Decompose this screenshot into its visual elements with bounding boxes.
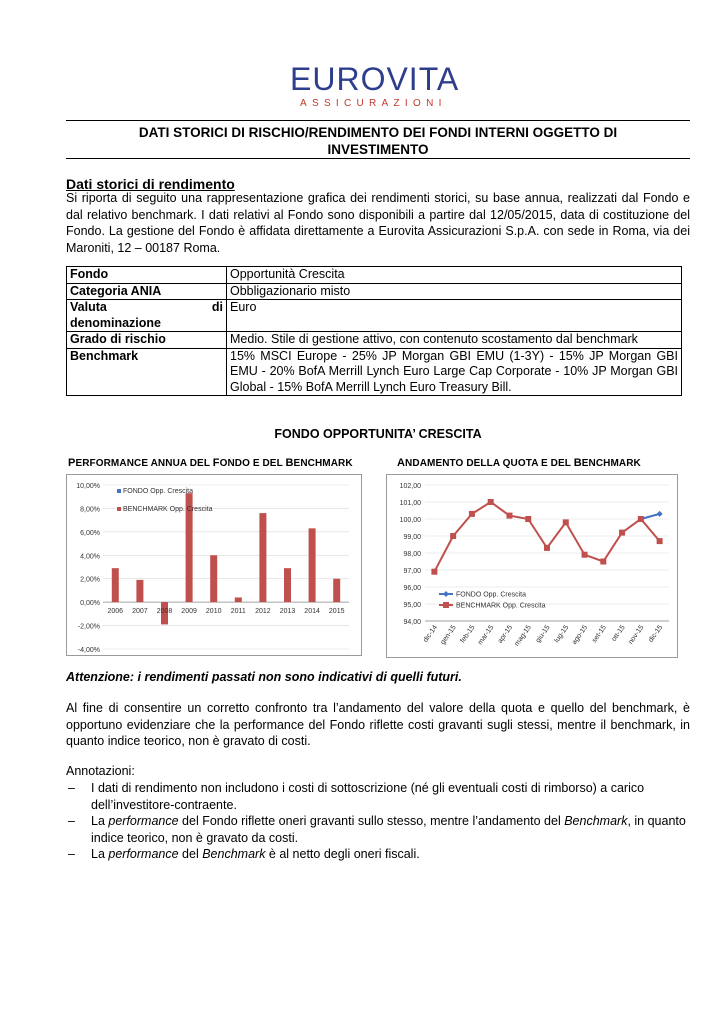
y-tick-label: 98,00 xyxy=(403,551,421,558)
table-key: Grado di rischio xyxy=(67,332,227,349)
x-tick-label: gen-15 xyxy=(439,624,458,647)
table-value: 15% MSCI Europe - 25% JP Morgan GBI EMU (1-3Y) - 15% JP Morgan GBI EMU - 20% BofA Merrill Lynch Euro Large Cap Corporate - 10% JP Morgan GBI Global - 15% BofA Merrill Lynch Euro Treasury Bill. xyxy=(227,348,682,396)
y-tick-label: 0,00% xyxy=(80,600,100,608)
bar-benchmark xyxy=(136,580,143,602)
table-row xyxy=(67,283,682,300)
legend-label: BENCHMARK Opp. Crescita xyxy=(123,506,213,513)
note-text: del Fondo riflette oneri gravanti sullo stesso, mentre l’andamento del xyxy=(178,814,565,828)
dash-bullet: – xyxy=(68,847,75,861)
x-tick-label: 2008 xyxy=(156,608,173,616)
logo-wordmark: EUROVITA xyxy=(290,61,460,97)
y-tick-label: 97,00 xyxy=(403,568,421,575)
intro-paragraph: Si riporta di seguito una rappresentazione grafica dei rendimenti storici, su base annua, realizzati dal Fondo e dal relativo benchmark. I dati relativi al Fondo sono disponibili a partire dal 12/05/2015, data di costituzione del Fondo. La gestione del Fondo è affidata direttamente a Eurovita Assicurazioni S.p.A. con sede in Roma, via dei Maroniti, 12 – 00187 Roma. xyxy=(66,191,690,255)
legend-marker xyxy=(443,602,449,608)
list-item xyxy=(66,846,690,863)
table-row xyxy=(67,267,682,284)
y-tick-label: -2,00% xyxy=(77,623,100,631)
bar-chart-svg xyxy=(67,475,361,655)
benchmark-point xyxy=(638,516,644,522)
benchmark-point xyxy=(488,499,494,505)
legend-label: FONDO Opp. Crescita xyxy=(456,591,527,599)
line-chart-quota-benchmark xyxy=(386,474,678,658)
chart1-title xyxy=(68,457,353,469)
y-tick-label: 95,00 xyxy=(403,602,421,609)
x-tick-label: nov-15 xyxy=(627,624,646,646)
fund-title: FONDO OPPORTUNITA’ CRESCITA xyxy=(274,427,482,441)
note-text: La xyxy=(91,814,109,828)
benchmark-point xyxy=(469,511,475,517)
notes-list xyxy=(66,780,690,863)
bar-benchmark xyxy=(284,568,291,602)
line-chart-svg xyxy=(387,475,677,657)
x-tick-label: 2012 xyxy=(255,608,271,616)
x-tick-label: 2009 xyxy=(181,608,197,616)
y-tick-label: 96,00 xyxy=(403,585,421,592)
table-key: Benchmark xyxy=(67,348,227,396)
y-tick-label: 10,00% xyxy=(76,483,100,490)
benchmark-point xyxy=(544,545,550,551)
past-performance-warning: Attenzione: i rendimenti passati non sono indicativi di quelli futuri. xyxy=(66,670,462,684)
benchmark-point xyxy=(657,538,663,544)
y-tick-label: 6,00% xyxy=(80,529,100,537)
chart1-title-part: ERFORMANCE ANNUA DEL xyxy=(75,458,213,469)
chart1-title-part: B xyxy=(285,457,294,469)
benchmark-point xyxy=(450,533,456,539)
bar-chart-annual-performance xyxy=(66,474,362,656)
title-rule-top xyxy=(66,120,690,121)
x-tick-label: apr-15 xyxy=(496,624,515,645)
table-key: Fondo xyxy=(67,267,227,284)
note-text-italic: performance xyxy=(108,814,179,828)
legend-swatch xyxy=(117,489,121,493)
x-tick-label: lug-15 xyxy=(553,624,571,645)
x-tick-label: dic-14 xyxy=(422,624,440,644)
note-text: del xyxy=(178,847,203,861)
x-tick-label: 2013 xyxy=(279,608,296,616)
note-text: è al netto degli oneri fiscali. xyxy=(265,847,420,861)
y-tick-label: 94,00 xyxy=(403,619,421,626)
x-tick-label: feb-15 xyxy=(459,624,477,645)
x-tick-label: 2010 xyxy=(205,608,222,616)
legend-label: BENCHMARK Opp. Crescita xyxy=(456,602,546,610)
document-title xyxy=(66,124,690,158)
comparison-paragraph: Al fine di consentire un corretto confronto tra l’andamento del valore della quota e quello del benchmark, è opportuno evidenziare che la performance del Fondo riflette costi gravanti sugli stessi, mentre il benchmark, in quanto indice teorico, non è gravato di costi. xyxy=(66,701,690,748)
x-tick-label: dic-15 xyxy=(647,624,665,644)
table-key: Categoria ANIA xyxy=(67,283,227,300)
table-row xyxy=(67,348,682,396)
x-tick-label: mag-15 xyxy=(513,624,533,648)
chart1-title-part: P xyxy=(68,457,76,469)
chart1-title-part: F xyxy=(212,457,220,469)
y-tick-label: 99,00 xyxy=(403,534,421,541)
document-title-line1: DATI STORICI DI RISCHIO/RENDIMENTO DEI FONDI INTERNI OGGETTO DI xyxy=(138,125,618,140)
note-text-italic: Benchmark xyxy=(202,847,266,861)
bar-benchmark xyxy=(259,513,266,602)
chart2-title-part: B xyxy=(573,457,582,469)
y-tick-label: 4,00% xyxy=(80,553,100,561)
table-key-part: denominazione xyxy=(70,315,161,330)
x-tick-label: ott-15 xyxy=(610,624,627,643)
legend-swatch xyxy=(117,507,121,511)
eurovita-logo xyxy=(290,62,460,112)
chart2-title-part: NDAMENTO DELLA QUOTA E DEL xyxy=(405,458,574,469)
benchmark-point xyxy=(600,559,606,565)
table-key xyxy=(67,300,227,332)
dash-bullet: – xyxy=(68,814,75,828)
chart2-title xyxy=(397,457,641,469)
table-value: Obbligazionario misto xyxy=(227,283,682,300)
benchmark-point xyxy=(431,569,437,575)
note-text-italic: performance xyxy=(108,847,179,861)
x-tick-label: 2014 xyxy=(304,608,320,616)
benchmark-point xyxy=(582,552,588,558)
y-tick-label: 102,00 xyxy=(399,483,421,490)
list-item xyxy=(66,780,690,813)
x-tick-label: giu-15 xyxy=(534,624,552,645)
table-key-part: Valuta xyxy=(70,300,107,314)
bar-benchmark xyxy=(309,528,316,602)
legend-label: FONDO Opp. Crescita xyxy=(123,488,194,495)
benchmark-point xyxy=(563,519,569,525)
legend-marker xyxy=(443,591,449,597)
table-row xyxy=(67,300,682,332)
chart2-title-part: A xyxy=(397,457,406,469)
y-tick-label: 101,00 xyxy=(399,500,421,507)
y-tick-label: 2,00% xyxy=(80,576,100,584)
x-tick-label: 2015 xyxy=(328,608,345,616)
dash-bullet: – xyxy=(68,781,75,795)
table-value: Medio. Stile di gestione attivo, con contenuto scostamento dal benchmark xyxy=(227,332,682,349)
chart1-title-part: ONDO E DEL xyxy=(219,458,286,469)
y-tick-label: 100,00 xyxy=(399,517,421,524)
x-tick-label: 2011 xyxy=(230,608,246,616)
bar-benchmark xyxy=(333,579,340,602)
benchmark-series-line xyxy=(434,502,659,572)
list-item xyxy=(66,813,690,846)
fondo-point xyxy=(657,511,663,517)
logo-subtitle: ASSICURAZIONI xyxy=(300,98,447,109)
benchmark-point xyxy=(506,513,512,519)
bar-benchmark xyxy=(112,568,119,602)
fund-info-table xyxy=(66,266,682,396)
chart2-title-part: ENCHMARK xyxy=(581,458,641,469)
note-text: , in quanto indice teorico, non è gravato da costi. xyxy=(91,814,686,845)
notes-title: Annotazioni: xyxy=(66,764,135,778)
note-text: I dati di rendimento non includono i costi di sottoscrizione (né gli eventuali costi di rimborso) a carico dell’investitore-contraente. xyxy=(91,781,645,812)
note-text-italic: Benchmark xyxy=(564,814,628,828)
y-tick-label: 8,00% xyxy=(80,506,100,514)
x-tick-label: set-15 xyxy=(591,624,608,645)
x-tick-label: 2007 xyxy=(132,608,148,616)
bar-benchmark xyxy=(235,597,242,602)
benchmark-point xyxy=(619,530,625,536)
document-title-line2: INVESTIMENTO xyxy=(327,142,429,157)
bar-benchmark xyxy=(210,555,217,602)
table-row xyxy=(67,332,682,349)
title-rule-bottom xyxy=(66,158,690,159)
x-tick-label: mar-15 xyxy=(476,624,496,647)
y-tick-label: -4,00% xyxy=(77,647,100,654)
table-value: Opportunità Crescita xyxy=(227,267,682,284)
section-heading: Dati storici di rendimento xyxy=(66,176,235,192)
table-key-part: di xyxy=(211,300,223,314)
note-text: La xyxy=(91,847,109,861)
x-tick-label: 2006 xyxy=(107,608,124,616)
benchmark-point xyxy=(525,516,531,522)
chart1-title-part: ENCHMARK xyxy=(293,458,353,469)
table-value: Euro xyxy=(227,300,682,332)
x-tick-label: ago-15 xyxy=(570,624,590,647)
